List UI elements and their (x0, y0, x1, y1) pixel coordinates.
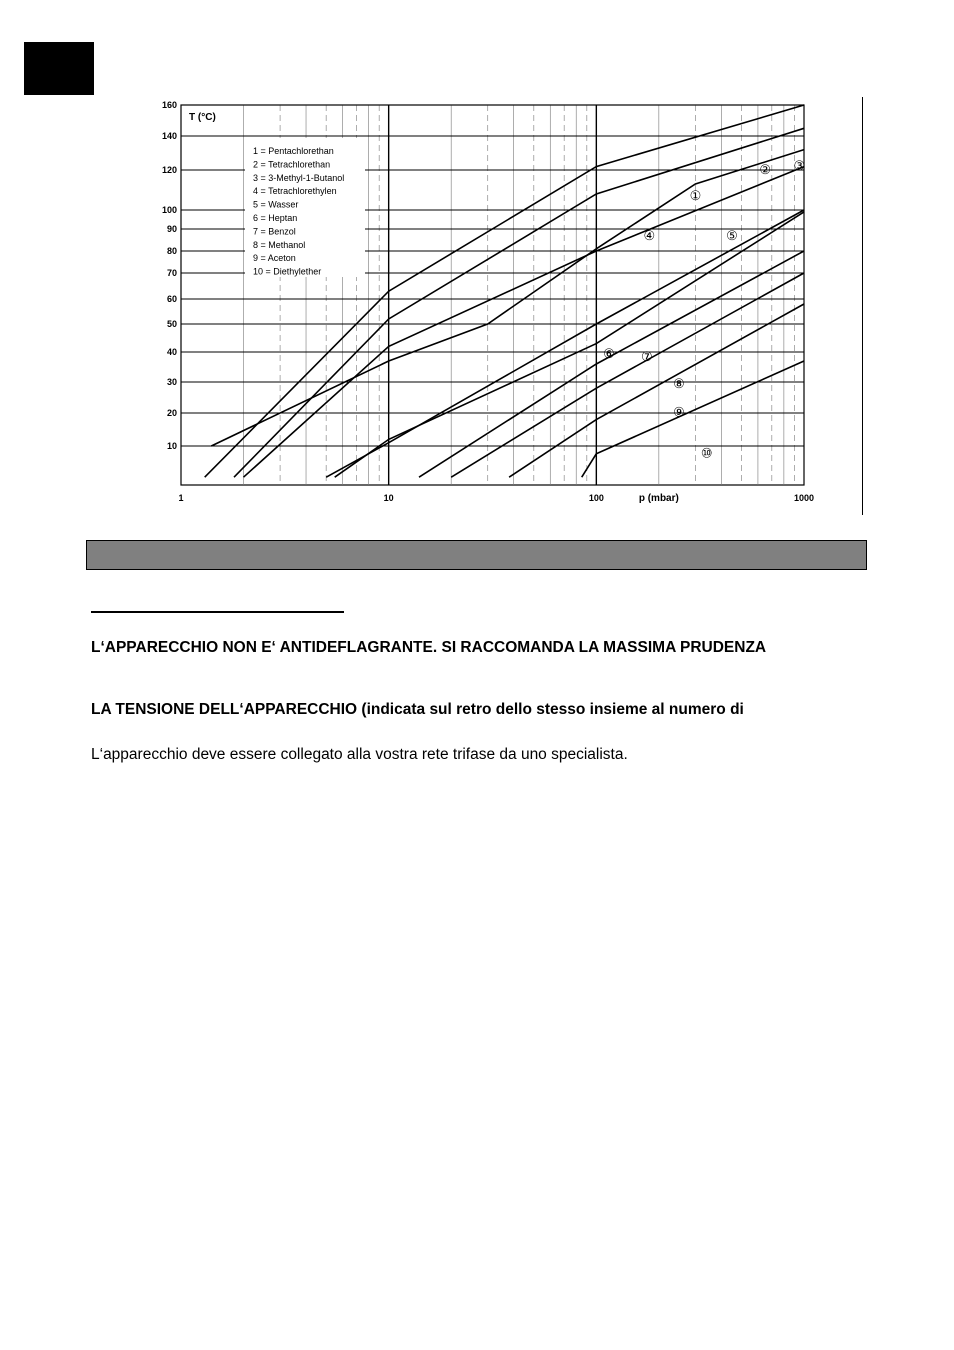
legend-entry: 10 = Diethylether (253, 266, 322, 277)
connection-paragraph: L‘apparecchio deve essere collegato alla vostra rete trifase da uno specialista. (91, 746, 628, 763)
x-tick-label: 10 (383, 493, 394, 503)
curve-marker-10: ⑩ (700, 445, 713, 461)
legend-entry: 7 = Benzol (253, 226, 296, 237)
corner-tab-block (24, 42, 94, 95)
curve-marker-5: ⑤ (726, 228, 738, 243)
warning-voltage: LA TENSIONE DELL‘APPARECCHIO (indicata sul retro dello stesso insieme al numero di (91, 701, 744, 718)
curve-marker-1: ① (689, 188, 702, 203)
x-tick-label: 100 (588, 493, 604, 503)
y-tick-label: 80 (166, 246, 177, 256)
x-tick-label: 1 (178, 493, 184, 503)
legend-entry: 6 = Heptan (253, 213, 298, 223)
y-axis-title: T (°C) (189, 112, 216, 123)
y-tick-label: 140 (161, 131, 177, 141)
y-tick-label: 30 (166, 377, 177, 387)
curve-marker-3: ③ (793, 158, 806, 173)
warning-explosion: L‘APPARECCHIO NON E‘ ANTIDEFLAGRANTE. SI RACCOMANDA LA MASSIMA PRUDENZA (91, 639, 767, 656)
y-tick-label: 40 (166, 347, 177, 357)
heading-underline (91, 611, 344, 613)
curve-marker-9: ⑨ (673, 404, 685, 420)
curve-marker-7: ⑦ (640, 349, 653, 364)
y-tick-label: 60 (166, 294, 177, 304)
y-tick-label: 50 (166, 319, 177, 329)
curve-marker-8: ⑧ (673, 376, 685, 392)
y-tick-label: 100 (161, 205, 177, 215)
legend-entry: 9 = Aceton (253, 253, 296, 264)
legend-entry: 5 = Wasser (253, 199, 299, 210)
y-tick-label: 10 (166, 441, 177, 451)
series-line-8 (451, 273, 804, 477)
legend-entry: 8 = Methanol (253, 239, 306, 250)
legend-entry: 2 = Tetrachlorethan (253, 159, 331, 170)
legend-entry: 4 = Tetrachlorethylen (253, 186, 337, 197)
x-axis-title: p (mbar) (638, 493, 679, 504)
legend-entry: 3 = 3-Methyl-1-Butanol (253, 172, 345, 183)
curve-marker-2: ② (759, 162, 771, 177)
curve-marker-4: ④ (643, 228, 656, 243)
vapor-pressure-chart (150, 95, 870, 520)
curve-marker-6: ⑥ (603, 346, 615, 361)
y-tick-label: 20 (166, 408, 177, 418)
x-tick-label: 1000 (793, 493, 815, 503)
series-line-7 (419, 251, 804, 477)
vertical-rule (862, 97, 863, 515)
section-header-bar (86, 540, 867, 570)
y-tick-label: 120 (161, 165, 177, 175)
y-tick-label: 90 (166, 224, 177, 234)
y-tick-label: 70 (166, 268, 177, 278)
y-tick-label: 160 (161, 100, 177, 110)
chart-svg (150, 95, 870, 520)
legend-entry: 1 = Pentachlorethan (253, 146, 334, 156)
